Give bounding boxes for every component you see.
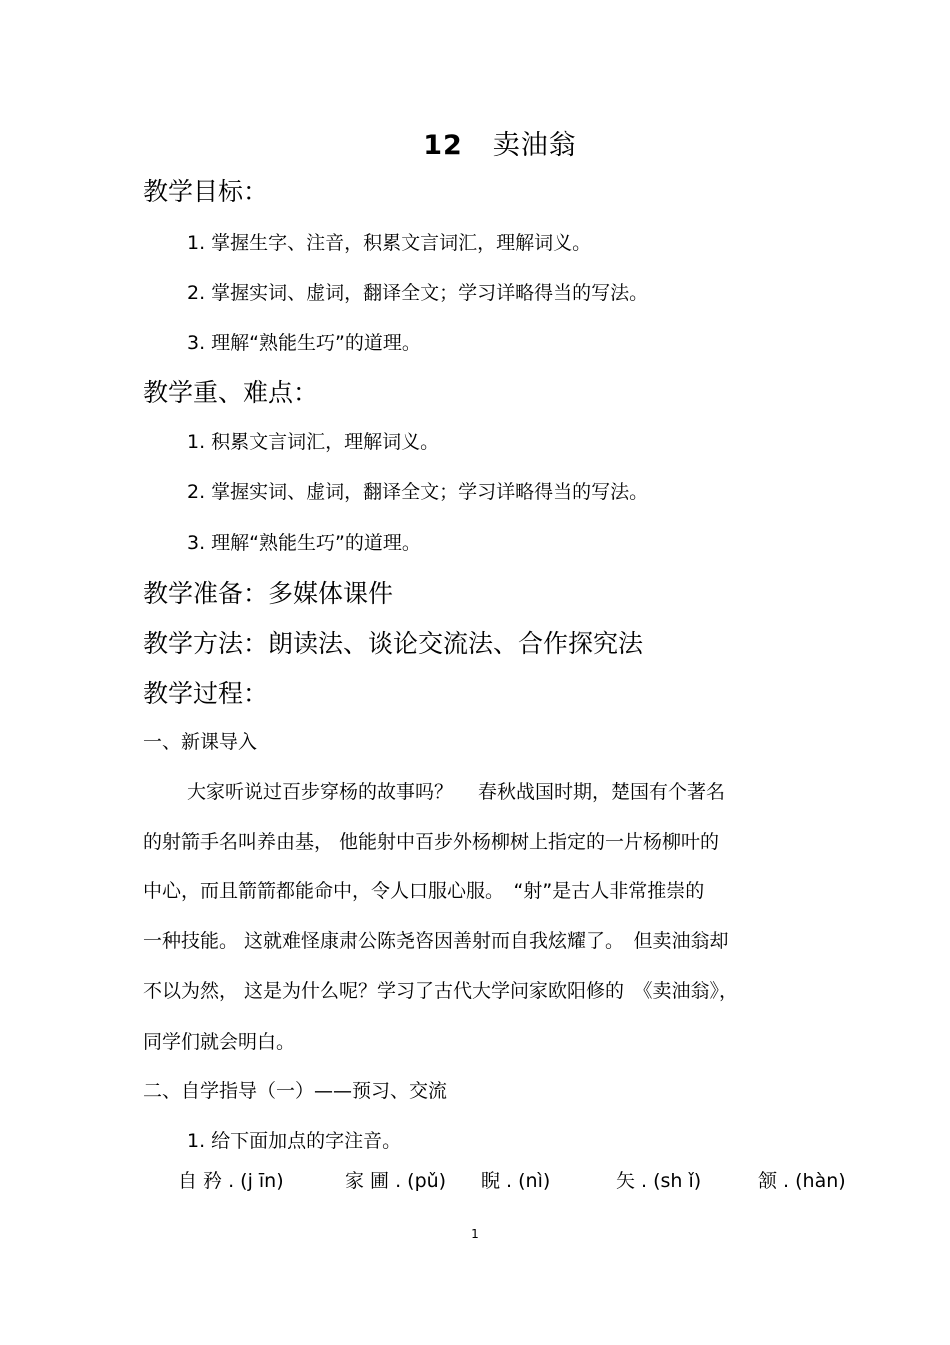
- pinyin-item-4: 矢 . (sh ǐ): [616, 1170, 702, 1192]
- objective-item-3: 3. 理解“熟能生巧”的道理。: [187, 332, 421, 354]
- lesson-title: [0, 126, 950, 166]
- pinyin-row: [0, 1166, 950, 1198]
- methods-heading: 教学方法：朗读法、谈论交流法、合作探究法: [143, 629, 644, 658]
- intro-line-1: 大家听说过百步穿杨的故事吗？ 春秋战国时期，楚国有个著名: [187, 781, 726, 803]
- lesson-title-text: 卖油翁: [492, 130, 577, 161]
- objectives-heading: 教学目标：: [143, 177, 269, 206]
- preparation-heading: 教学准备：多媒体课件: [143, 579, 394, 608]
- pinyin-item-1: 自 矜 . (j īn): [178, 1170, 284, 1192]
- intro-line-2: 的射箭手名叫养由基， 他能射中百步外杨柳树上指定的一片杨柳叶的: [143, 831, 720, 853]
- key-point-item-3: 3. 理解“熟能生巧”的道理。: [187, 532, 421, 554]
- intro-line-3: 中心，而且箭箭都能命中，令人口服心服。 “射”是古人非常推崇的: [143, 880, 705, 902]
- page-number: 1: [471, 1227, 479, 1241]
- intro-line-5: 不以为然， 这是为什么呢？学习了古代大学问家欧阳修的 《卖油翁》，: [143, 980, 739, 1002]
- section2-heading: 二、自学指导（一）——预习、交流: [143, 1080, 448, 1102]
- intro-line-4: 一种技能。 这就难怪康肃公陈尧咨因善射而自我炫耀了。 但卖油翁却: [143, 930, 729, 952]
- pinyin-item-2: 家 圃 . (pǔ): [345, 1170, 447, 1192]
- pinyin-item-5: 颔 . (hàn): [758, 1170, 846, 1192]
- intro-line-6: 同学们就会明白。: [143, 1031, 296, 1053]
- key-points-heading: 教学重、难点：: [143, 378, 319, 407]
- lesson-number: 12: [423, 130, 463, 161]
- section1-heading: 一、新课导入: [143, 731, 258, 753]
- process-heading: 教学过程：: [143, 679, 269, 708]
- key-point-item-2: 2. 掌握实词、虚词，翻译全文；学习详略得当的写法。: [187, 481, 649, 503]
- pinyin-task: 1. 给下面加点的字注音。: [187, 1130, 402, 1152]
- objective-item-1: 1. 掌握生字、注音，积累文言词汇，理解词义。: [187, 232, 592, 254]
- key-point-item-1: 1. 积累文言词汇，理解词义。: [187, 431, 440, 453]
- pinyin-item-3: 睨 . (nì): [481, 1170, 551, 1192]
- objective-item-2: 2. 掌握实词、虚词，翻译全文；学习详略得当的写法。: [187, 282, 649, 304]
